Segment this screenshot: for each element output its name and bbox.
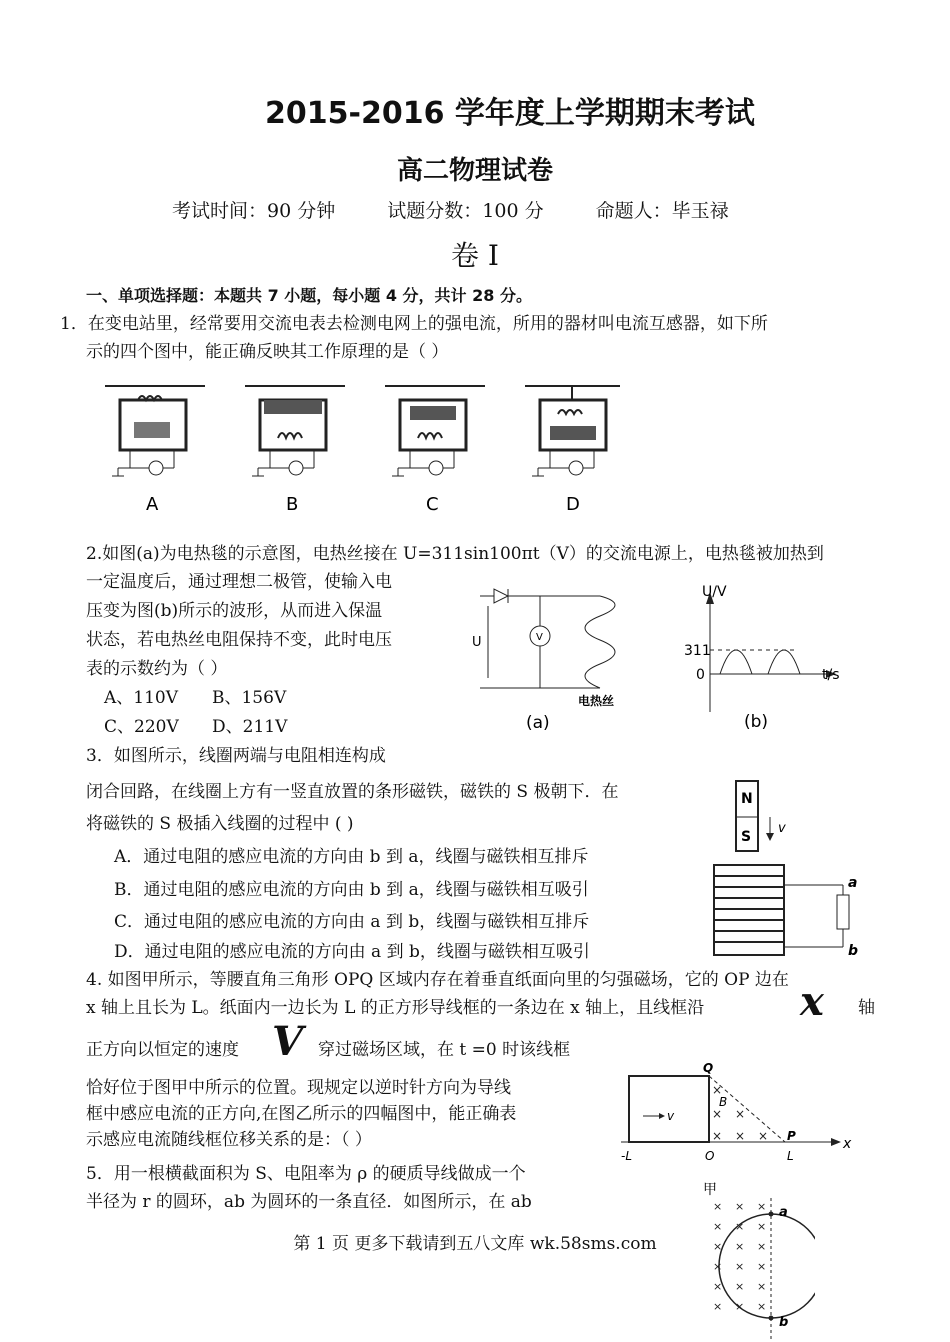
svg-text:×: × (735, 1220, 745, 1233)
q2-caption-b: (b) (744, 712, 769, 732)
exam-title: 2015-2016 学年度上学期期末考试 (265, 96, 755, 131)
svg-text:×: × (735, 1107, 746, 1121)
q2-x-axis-label: t/s (822, 667, 840, 683)
q4-x-axis-label: x (843, 1136, 852, 1152)
q2-caption-a: (a) (526, 713, 550, 733)
q3-option-a: A．通过电阻的感应电流的方向由 b 到 a，线圈与磁铁相互排斥 (114, 847, 589, 867)
q3-option-c: C．通过电阻的感应电流的方向由 a 到 b，线圈与磁铁相互排斥 (114, 912, 590, 932)
section-heading: 一、单项选择题：本题共 7 小题，每小题 4 分，共计 28 分。 (86, 286, 532, 305)
q1-line2: 示的四个图中，能正确反映其工作原理的是（ ） (86, 342, 449, 362)
q2-zero-label: 0 (696, 667, 705, 683)
q3-velocity-label: v (778, 821, 786, 836)
q4-origin: O (705, 1149, 715, 1163)
q2-line5: 表的示数约为（ ） (86, 659, 228, 679)
svg-text:×: × (735, 1260, 745, 1273)
q1-label-a: A (146, 494, 159, 515)
q3-figure (708, 775, 868, 965)
q5-figure (705, 1196, 815, 1342)
q2-line1: 2.如图(a)为电热毯的示意图，电热丝接在 U=311sin100πt（V）的交流电源上，电热毯被加热到 (86, 544, 824, 564)
q2-option-d: D、211V (212, 717, 288, 737)
q4-line5: 框中感应电流的正方向,在图乙所示的四幅图中，能正确表 (86, 1104, 517, 1124)
svg-text:×: × (713, 1240, 723, 1253)
page-footer: 第 1 页 更多下载请到五八文库 wk.58sms.com (293, 1234, 657, 1254)
q1-label-c: C (426, 494, 439, 515)
q4-caption: 甲 (703, 1182, 717, 1198)
q4-line2-tail: 轴 (858, 998, 875, 1018)
svg-text:×: × (757, 1220, 767, 1233)
q2-voltmeter-label: V (536, 632, 543, 643)
q3-terminal-a: a (848, 875, 858, 891)
q2-line2: 一定温度后，通过理想二极管，使输入电 (86, 572, 392, 592)
svg-text:×: × (735, 1240, 745, 1253)
q1-figure-c (385, 386, 485, 515)
exam-meta (172, 196, 775, 223)
q4-big-v: V (272, 1018, 304, 1065)
svg-text:×: × (713, 1300, 723, 1313)
q4-line3a: 正方向以恒定的速度 (86, 1040, 239, 1060)
q1-label-b: B (286, 494, 299, 515)
svg-text:×: × (735, 1280, 745, 1293)
q5-point-a: a (779, 1205, 788, 1220)
q4-line6: 示感应电流随线框位移关系的是：（ ） (86, 1130, 372, 1150)
q2-figure-b (680, 582, 870, 742)
q2-figure-a (460, 578, 640, 738)
q2-option-b: B、156V (212, 688, 287, 708)
q2-option-c: C、220V (104, 717, 179, 737)
svg-text:×: × (735, 1200, 745, 1213)
q2-option-a: A、110V (104, 688, 179, 708)
svg-text:×: × (757, 1280, 767, 1293)
q3-terminal-b: b (848, 943, 859, 959)
q2-heater-label: 电热丝 (578, 694, 615, 708)
svg-text:×: × (757, 1260, 767, 1273)
q2-y-axis-label: U/V (702, 584, 727, 600)
paper-subtitle: 高二物理试卷 (396, 156, 553, 186)
q4-line3b: 穿过磁场区域，在 t =0 时该线框 (318, 1040, 571, 1060)
q3-option-b: B．通过电阻的感应电流的方向由 b 到 a，线圈与磁铁相互吸引 (114, 880, 589, 900)
q1-label-d: D (566, 494, 580, 515)
q1-transformer-figures (100, 378, 620, 518)
q2-line4: 状态，若电热丝电阻保持不变，此时电压 (86, 630, 392, 650)
svg-text:×: × (712, 1083, 723, 1097)
q3-magnet-n: N (741, 791, 753, 807)
svg-text:×: × (757, 1240, 767, 1253)
q5-point-b: b (779, 1315, 789, 1330)
q1-line1: 1．在变电站里，经常要用交流电表去检测电网上的强电流，所用的器材叫电流互感器，如下所 (60, 314, 768, 334)
svg-text:×: × (735, 1129, 746, 1143)
q4-big-x: x (800, 978, 824, 1025)
q4-field-b: B (719, 1095, 728, 1109)
svg-text:×: × (758, 1129, 769, 1143)
q2-line3: 压变为图(b)所示的波形，从而进入保温 (86, 601, 383, 621)
exam-author: 命题人：毕玉禄 (595, 200, 729, 222)
q4-point-p: P (787, 1129, 796, 1143)
q4-point-q: Q (703, 1061, 714, 1075)
q1-figure-a (105, 386, 205, 515)
svg-text:×: × (712, 1107, 723, 1121)
svg-text:×: × (713, 1280, 723, 1293)
svg-text:×: × (713, 1220, 723, 1233)
q4-minus-l: -L (621, 1149, 633, 1163)
svg-text:×: × (757, 1200, 767, 1213)
volume-label: 卷 I (451, 239, 499, 272)
exam-score: 试题分数：100 分 (387, 200, 544, 222)
q5-line1: 5．用一根横截面积为 S、电阻率为 ρ 的硬质导线做成一个 (86, 1164, 526, 1184)
q4-line1: 4. 如图甲所示，等腰直角三角形 OPQ 区域内存在着垂直纸面向里的匀强磁场，它的 OP 边在 (86, 970, 789, 990)
q1-figure-b (245, 386, 345, 515)
q5-line2: 半径为 r 的圆环，ab 为圆环的一条直径．如图所示，在 ab (86, 1192, 532, 1212)
q3-magnet-s: S (741, 829, 752, 845)
q4-line4: 恰好位于图甲中所示的位置。现规定以逆时针方向为导线 (86, 1078, 511, 1098)
svg-text:×: × (713, 1260, 723, 1273)
q1-figure-d (525, 386, 620, 515)
svg-text:×: × (757, 1300, 767, 1313)
svg-text:×: × (713, 1200, 723, 1213)
q3-line1: 3．如图所示，线圈两端与电阻相连构成 (86, 746, 386, 766)
svg-text:×: × (735, 1300, 745, 1313)
exam-time: 考试时间：90 分钟 (172, 200, 336, 222)
q2-u-label: U (472, 635, 482, 650)
q2-peak-label: 311 (684, 643, 711, 659)
q4-l: L (787, 1149, 794, 1163)
q3-line2: 闭合回路，在线圈上方有一竖直放置的条形磁铁，磁铁的 S 极朝下．在 (86, 782, 619, 802)
svg-text:×: × (712, 1129, 723, 1143)
q3-line3: 将磁铁的 S 极插入线圈的过程中 ( ) (86, 814, 354, 834)
q3-option-d: D．通过电阻的感应电流的方向由 a 到 b，线圈与磁铁相互吸引 (114, 942, 590, 962)
q4-velocity-label: v (667, 1109, 675, 1123)
q4-line2: x 轴上且长为 L。纸面内一边长为 L 的正方形导线框的一条边在 x 轴上，且线框沿 (86, 998, 705, 1018)
